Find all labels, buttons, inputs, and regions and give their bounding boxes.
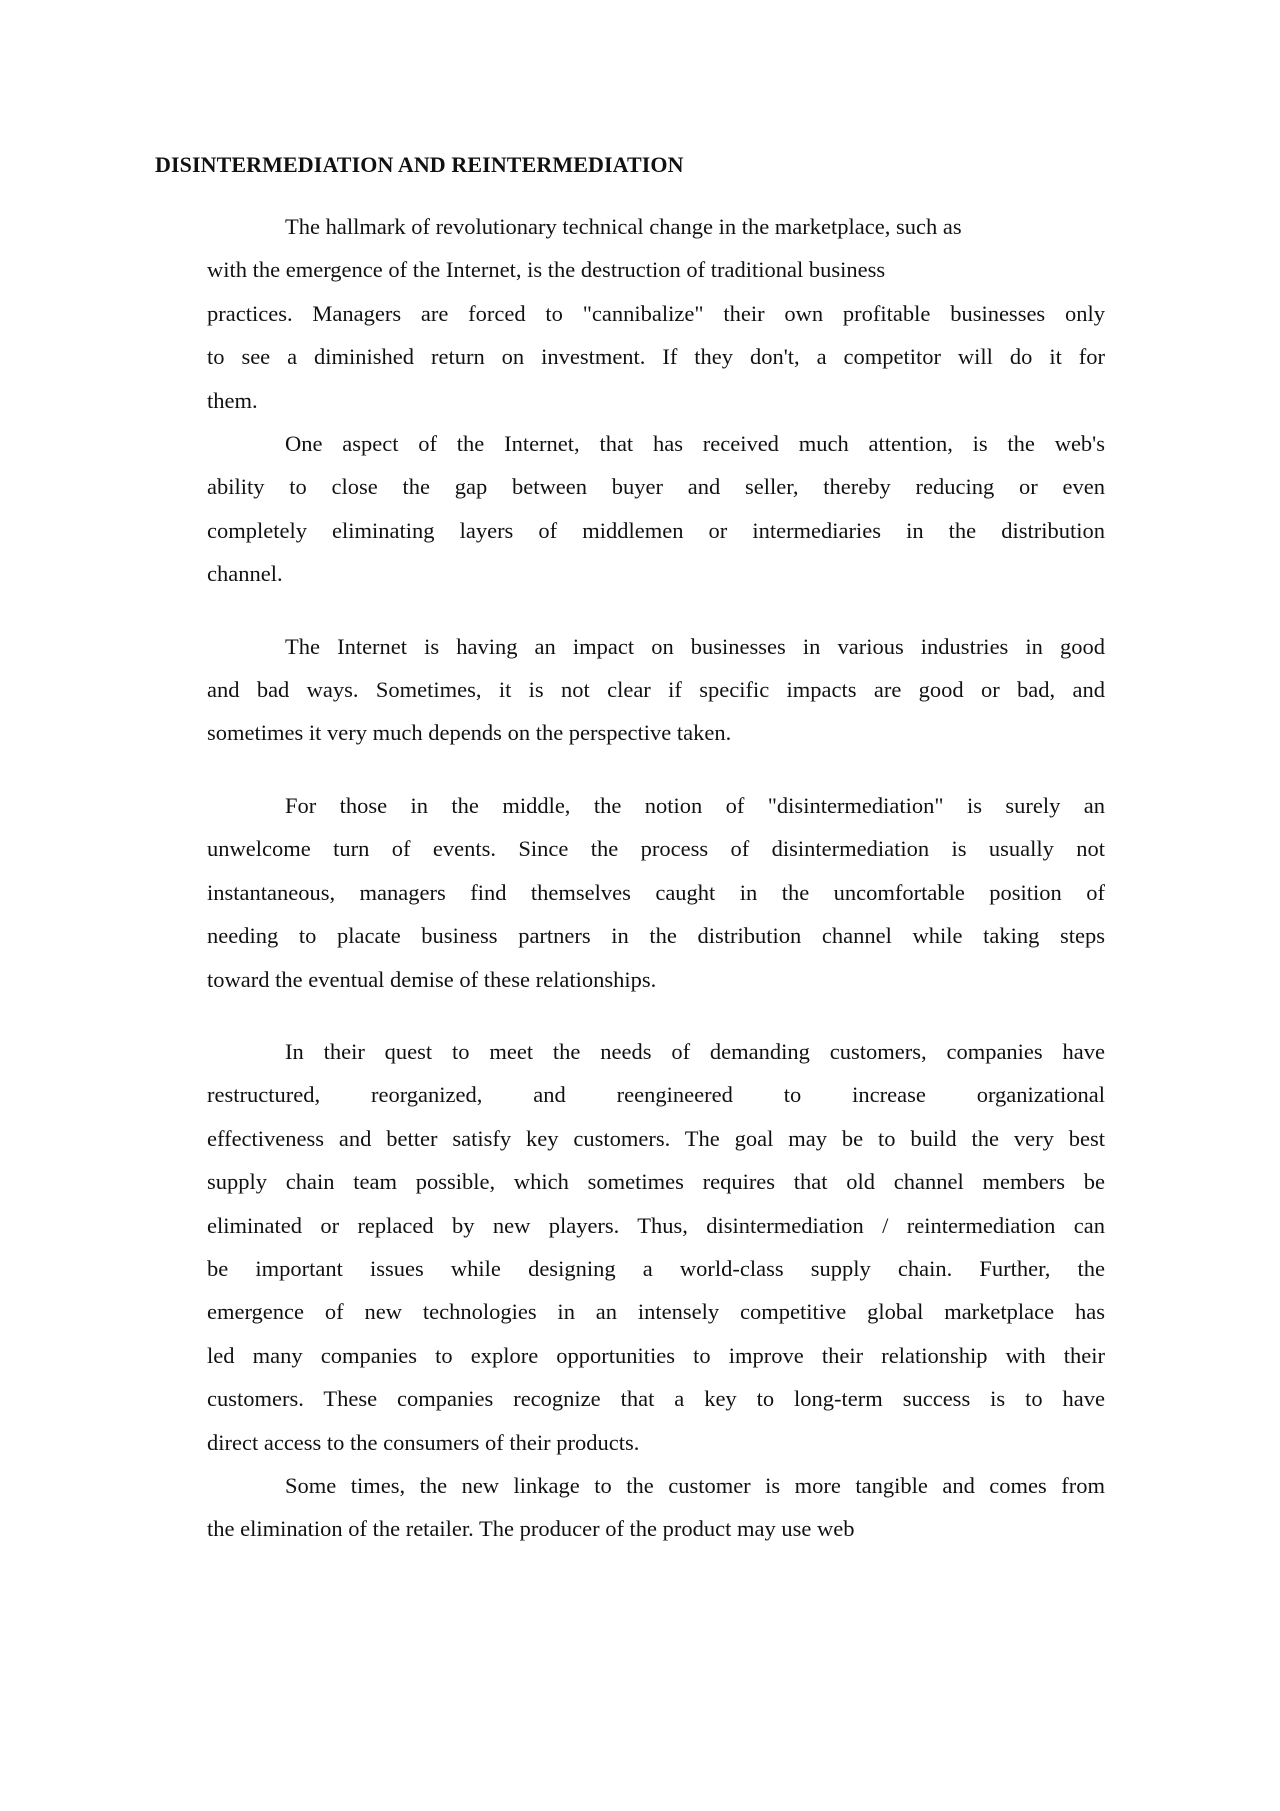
text-line: be important issues while designing a world-class supply chain. Further, the [207,1255,1105,1281]
text-line: effectiveness and better satisfy key customers. The goal may be to build the very best [207,1125,1105,1151]
text-line: practices. Managers are forced to "cannibalize" their own profitable businesses only [207,300,1105,326]
paragraph-3 [207,625,1105,755]
paragraph-2 [207,422,1105,596]
paragraph-5 [207,1030,1105,1464]
text-line: The Internet is having an impact on businesses in various industries in good [285,633,1105,659]
text-line: sometimes it very much depends on the perspective taken. [207,720,732,746]
text-line: completely eliminating layers of middlemen or intermediaries in the distribution [207,517,1105,543]
text-line: Some times, the new linkage to the customer is more tangible and comes from [285,1472,1105,1498]
document-body [207,205,1105,1551]
text-line: led many companies to explore opportunities to improve their relationship with their [207,1342,1105,1368]
text-line: needing to placate business partners in the distribution channel while taking steps [207,923,1105,949]
text-line: and bad ways. Sometimes, it is not clear if specific impacts are good or bad, and [207,677,1105,703]
paragraph-1 [207,205,1105,422]
text-line: toward the eventual demise of these relationships. [207,966,657,992]
text-line: emergence of new technologies in an intensely competitive global marketplace has [207,1299,1105,1325]
text-line: restructured, reorganized, and reengineered to increase organizational [207,1082,1105,1108]
text-line: The hallmark of revolutionary technical change in the marketplace, such as [285,214,962,239]
text-line: For those in the middle, the notion of "disintermediation" is surely an [285,792,1105,818]
paragraph-4 [207,784,1105,1001]
text-line: In their quest to meet the needs of demanding customers, companies have [285,1038,1105,1064]
text-line: to see a diminished return on investment. If they don't, a competitor will do it for [207,344,1105,370]
text-line: direct access to the consumers of their products. [207,1429,640,1455]
text-line: customers. These companies recognize that a key to long-term success is to have [207,1386,1105,1412]
text-line: them. [207,387,258,413]
text-line: the elimination of the retailer. The producer of the product may use web [207,1516,855,1542]
document-title: DISINTERMEDIATION AND REINTERMEDIATION [155,152,684,177]
text-line: channel. [207,561,283,587]
text-line: One aspect of the Internet, that has received much attention, is the web's [285,431,1105,457]
paragraph-6 [207,1464,1105,1551]
text-line: with the emergence of the Internet, is the destruction of traditional business [207,257,886,283]
text-line: supply chain team possible, which sometimes requires that old channel members be [207,1169,1105,1195]
text-line: eliminated or replaced by new players. Thus, disintermediation / reintermediation can [207,1212,1105,1238]
text-line: instantaneous, managers find themselves caught in the uncomfortable position of [207,879,1105,905]
text-line: unwelcome turn of events. Since the process of disintermediation is usually not [207,836,1105,862]
text-line: ability to close the gap between buyer and seller, thereby reducing or even [207,474,1105,500]
